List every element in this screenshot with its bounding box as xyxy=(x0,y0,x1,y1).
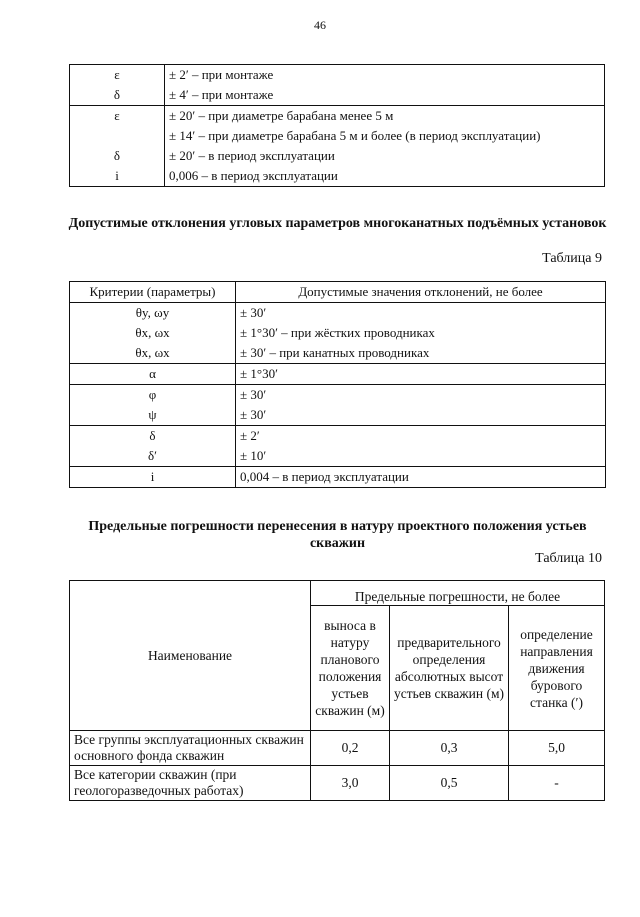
column-header: определение направления движения бурового станка (′) xyxy=(509,606,605,731)
symbol-cell: ψ xyxy=(70,405,236,426)
section-heading-angular: Допустимые отклонения угловых параметров многоканатных подъёмных установок xyxy=(68,216,607,231)
value-cell: ± 1°30′ – при жёстких проводниках xyxy=(236,323,606,343)
table-row xyxy=(70,405,606,426)
page-number: 46 xyxy=(314,18,326,32)
table-row xyxy=(70,146,605,166)
row-name-cell: Все группы эксплуатационных скважин основного фонда скважин xyxy=(70,731,311,766)
table-row xyxy=(70,364,606,385)
symbol-cell: ε xyxy=(70,65,165,86)
symbol-cell: φ xyxy=(70,385,236,406)
column-header: Допустимые значения отклонений, не более xyxy=(236,282,606,303)
value-cell: ± 14′ – при диаметре барабана 5 м и более (в период эксплуатации) xyxy=(165,126,605,146)
symbol-cell: i xyxy=(70,467,236,488)
symbol-cell: ε xyxy=(70,106,165,127)
value-cell: 0,5 xyxy=(390,766,509,801)
errors-span-header: Предельные погрешности, не более xyxy=(311,581,605,606)
value-cell: ± 30′ – при канатных проводниках xyxy=(236,343,606,364)
symbol-cell: θy, ωy xyxy=(70,303,236,324)
value-cell: - xyxy=(509,766,605,801)
value-cell: ± 20′ – в период эксплуатации xyxy=(165,146,605,166)
value-cell: 0,006 – в период эксплуатации xyxy=(165,166,605,187)
table-header-row xyxy=(70,581,605,606)
row-name-cell: Все категории скважин (при геологоразведочных работах) xyxy=(70,766,311,801)
table-row xyxy=(70,446,606,467)
table-row xyxy=(70,85,605,106)
symbol-cell: θx, ωx xyxy=(70,343,236,364)
table-row xyxy=(70,343,606,364)
name-column-header: Наименование xyxy=(70,581,311,731)
symbol-cell: α xyxy=(70,364,236,385)
table-row xyxy=(70,766,605,801)
column-header: предварительного определения абсолютных высот устьев скважин (м) xyxy=(390,606,509,731)
value-cell: 0,2 xyxy=(311,731,390,766)
value-cell: ± 20′ – при диаметре барабана менее 5 м xyxy=(165,106,605,127)
symbol-cell: θx, ωx xyxy=(70,323,236,343)
table-row xyxy=(70,126,605,146)
table-header-row xyxy=(70,282,606,303)
table-row xyxy=(70,65,605,86)
table-row xyxy=(70,323,606,343)
table-row xyxy=(70,385,606,406)
symbol-cell: i xyxy=(70,166,165,187)
angular-deviations-table xyxy=(69,281,606,488)
symbol-cell: δ′ xyxy=(70,446,236,467)
table-continuation xyxy=(69,64,605,187)
symbol-cell: δ xyxy=(70,146,165,166)
value-cell: ± 2′ xyxy=(236,426,606,447)
value-cell: ± 2′ – при монтаже xyxy=(165,65,605,86)
table-label-10: Таблица 10 xyxy=(535,551,602,566)
value-cell: ± 30′ xyxy=(236,303,606,324)
column-header: Критерии (параметры) xyxy=(70,282,236,303)
table-row xyxy=(70,731,605,766)
section-heading-wells: Предельные погрешности перенесения в натуру проектного положения устьев скважин xyxy=(88,519,587,551)
symbol-cell: δ xyxy=(70,426,236,447)
symbol-cell: δ xyxy=(70,85,165,106)
value-cell: ± 30′ xyxy=(236,405,606,426)
value-cell: 0,004 – в период эксплуатации xyxy=(236,467,606,488)
value-cell: ± 10′ xyxy=(236,446,606,467)
column-header: выноса в натуру планового положения устьев скважин (м) xyxy=(311,606,390,731)
value-cell: ± 1°30′ xyxy=(236,364,606,385)
symbol-cell xyxy=(70,126,165,146)
value-cell: 0,3 xyxy=(390,731,509,766)
table-row xyxy=(70,303,606,324)
table-row xyxy=(70,467,606,488)
table-row xyxy=(70,166,605,187)
table-row xyxy=(70,426,606,447)
value-cell: 3,0 xyxy=(311,766,390,801)
value-cell: 5,0 xyxy=(509,731,605,766)
value-cell: ± 4′ – при монтаже xyxy=(165,85,605,106)
well-errors-table xyxy=(69,580,605,801)
table-label-9: Таблица 9 xyxy=(542,251,602,266)
table-row xyxy=(70,106,605,127)
value-cell: ± 30′ xyxy=(236,385,606,406)
